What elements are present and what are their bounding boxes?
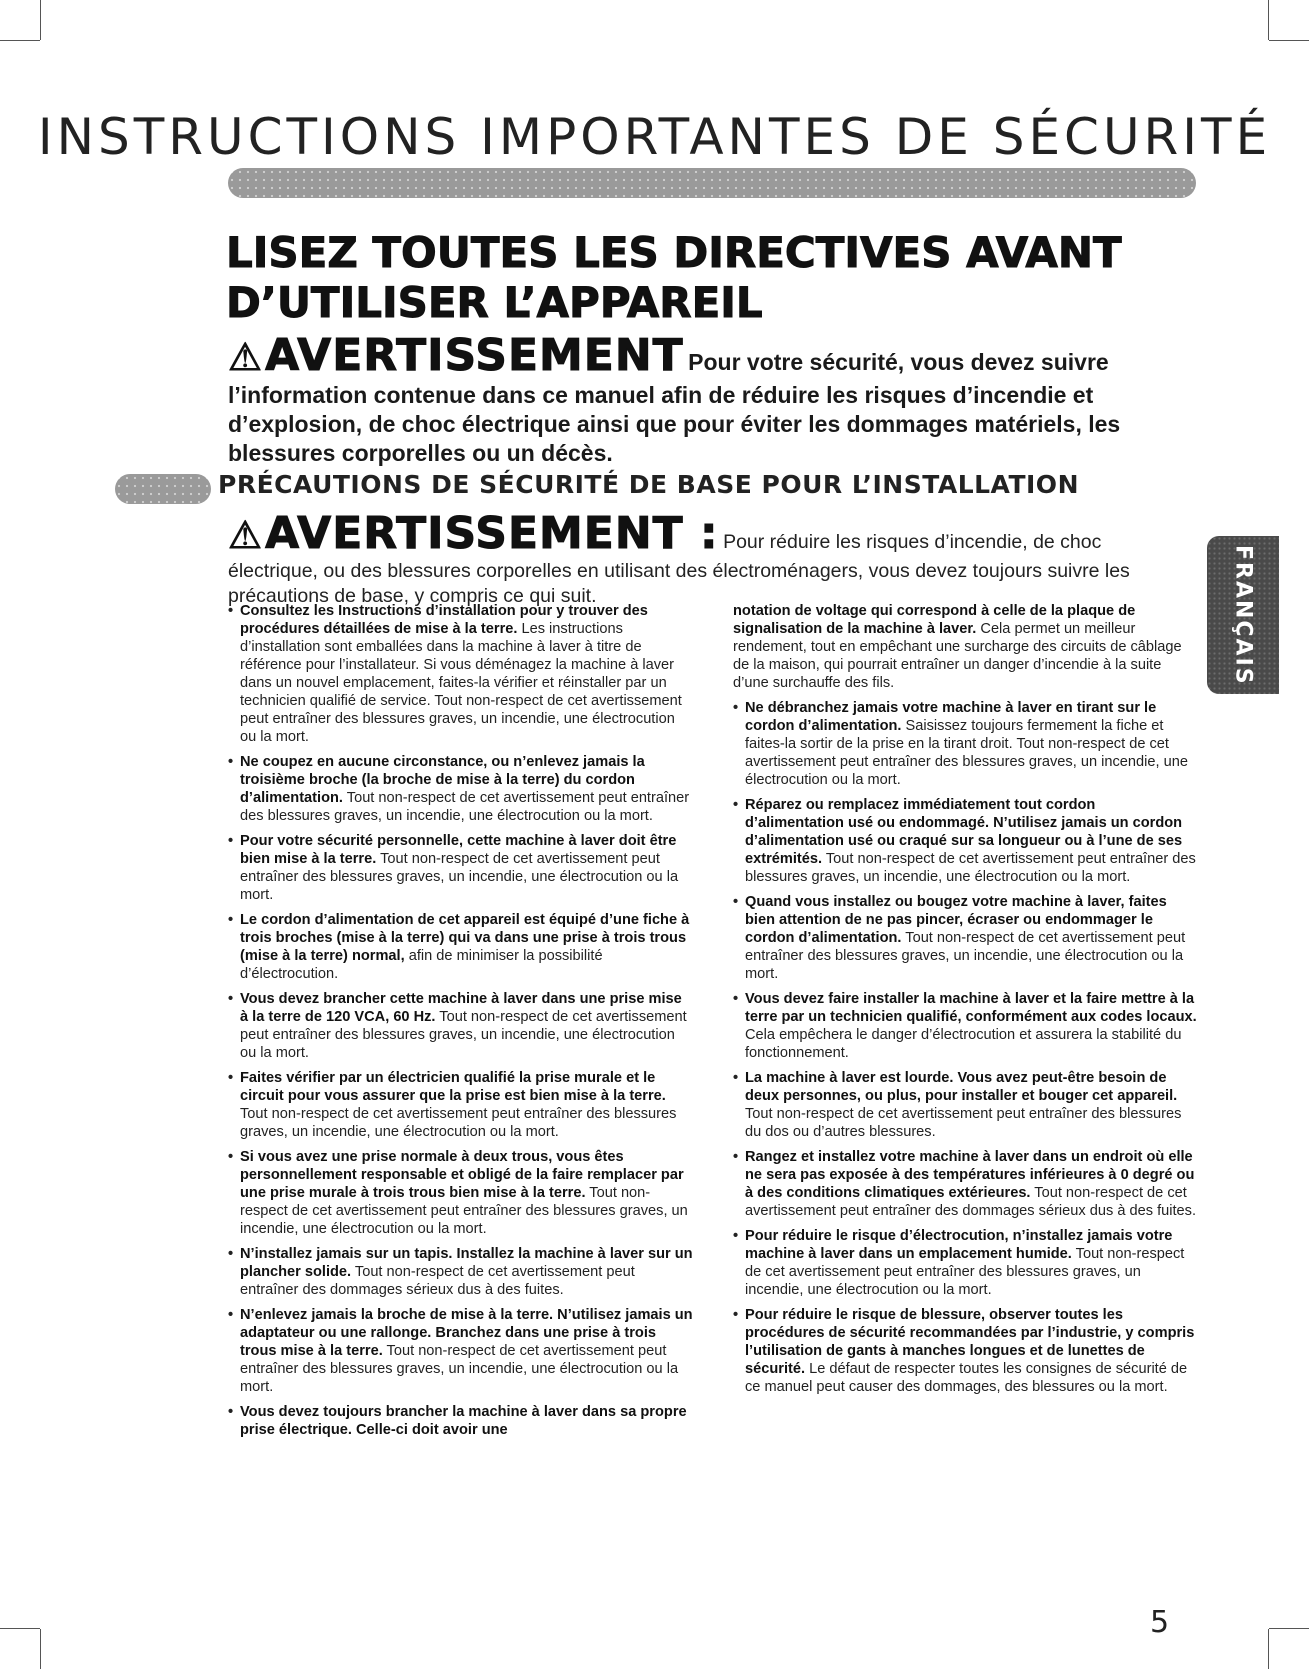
- bullet-icon: •: [228, 1149, 234, 1165]
- list-item-bold: Faites vérifier par un électricien qualifié la prise murale et le circuit pour vous assurer que la prise est bien mise à la terre.: [240, 1070, 666, 1104]
- list-item-bold: La machine à laver est lourde. Vous avez peut-être besoin de deux personnes, ou plus, pour installer et bouger cet appareil.: [745, 1070, 1178, 1104]
- list-item-text: Tout non-respect de cet avertissement peut entraîner des dommages sérieux dus à des fuites.: [745, 1185, 1197, 1219]
- list-item-bold: Ne débranchez jamais votre machine à laver en tirant sur le cordon d’alimentation.: [745, 700, 1157, 734]
- list-item-bold: Le cordon d’alimentation de cet appareil est équipé d’une fiche à trois broches (mise à la terre) qui va dans une prise à trois trous (mise à la terre) normal,: [240, 912, 690, 964]
- list-item-bold: Pour votre sécurité personnelle, cette machine à laver doit être bien mise à la terre.: [240, 833, 677, 867]
- bullet-icon: •: [733, 700, 739, 716]
- list-item-text: Tout non-respect de cet avertissement peut entraîner des dommages sérieux dus à des fuites.: [240, 1264, 635, 1298]
- bullet-icon: •: [228, 1307, 234, 1323]
- list-item-text: Tout non-respect de cet avertissement peut entraîner des blessures graves, un incendie, une électrocution ou la mort.: [240, 851, 679, 903]
- crop-mark: [0, 40, 40, 41]
- list-item-text: Tout non-respect de cet avertissement peut entraîner des blessures graves, un incendie, une électrocution ou la mort.: [745, 1246, 1185, 1298]
- list-item: [228, 1148, 693, 1238]
- warning-label: ⚠AVERTISSEMENT :: [228, 508, 719, 559]
- list-item-bold: Si vous avez une prise normale à deux trous, vous êtes personnellement responsable et obligé de la faire remplacer par une prise murale à trois trous bien mise à la terre.: [240, 1149, 684, 1201]
- crop-mark: [1269, 1628, 1309, 1629]
- list-item: [733, 1306, 1198, 1396]
- list-item-text: Tout non-respect de cet avertissement peut entraîner des blessures graves, un incendie, une électrocution ou la mort.: [240, 1106, 677, 1140]
- left-column: [228, 602, 693, 1446]
- list-item: [228, 753, 693, 825]
- list-item: [733, 990, 1198, 1062]
- list-item-text: afin de minimiser la possibilité d’électrocution.: [240, 948, 603, 982]
- right-column: [733, 602, 1198, 1446]
- list-item: [733, 1227, 1198, 1299]
- bullet-icon: •: [228, 991, 234, 1007]
- list-item-text: Saisissez toujours fermement la fiche et faites-la sortir de la prise en la tirant droit. Tout non-respect de cet avertissement peut entraîner des blessures graves, un incendie, une électrocution ou la mort.: [745, 718, 1188, 788]
- bullet-icon: •: [228, 1070, 234, 1086]
- bullet-icon: •: [228, 754, 234, 770]
- list-item-bold: Ne coupez en aucune circonstance, ou n’enlevez jamais la troisième broche (la broche de mise à la terre) du cordon d’alimentation.: [240, 754, 645, 806]
- list-item-bold: Vous devez brancher cette machine à laver dans une prise mise à la terre de 120 VCA, 60 Hz.: [240, 991, 682, 1025]
- list-item-bold: N’installez jamais sur un tapis. Installez la machine à laver sur un plancher solide.: [240, 1246, 693, 1280]
- list-item-bold: Consultez les Instructions d’installation pour y trouver des procédures détaillées de mise à la terre.: [240, 603, 648, 637]
- left-safety-list: [228, 602, 693, 1439]
- language-side-tab: [1207, 536, 1279, 694]
- list-item-bold: Quand vous installez ou bougez votre machine à laver, faites bien attention de ne pas pincer, écraser ou endommager le cordon d’alimentation.: [745, 894, 1167, 946]
- list-item-text: Tout non-respect de cet avertissement peut entraîner des blessures graves, un incendie, une électrocution ou la mort.: [745, 930, 1186, 982]
- list-item-bold: Pour réduire le risque d’électrocution, n’installez jamais votre machine à laver dans un emplacement humide.: [745, 1228, 1173, 1262]
- bullet-icon: •: [733, 1070, 739, 1086]
- safety-columns: [228, 602, 1198, 1446]
- list-item-bold: Pour réduire le risque de blessure, observer toutes les procédures de sécurité recommandées par l’industrie, y compris l’utilisation de gants à manches longues et de lunettes de sécurité.: [745, 1307, 1195, 1377]
- list-item: [228, 1069, 693, 1141]
- section-decorative-pill: [115, 474, 211, 504]
- bullet-icon: •: [228, 603, 234, 619]
- list-item: [228, 1403, 693, 1439]
- list-item: [733, 1069, 1198, 1141]
- crop-mark: [1268, 0, 1269, 40]
- crop-mark: [1268, 1629, 1269, 1669]
- page-title: INSTRUCTIONS IMPORTANTES DE SÉCURITÉ: [37, 108, 1272, 166]
- title-decorative-bar: [228, 168, 1196, 198]
- warning-text: Pour réduire les risques d’incendie, de choc électrique, ou des blessures corporelles en utilisant des électroménagers, vous devez toujours suivre les précautions de base, y compris ce qui suit.: [228, 531, 1130, 607]
- bullet-icon: •: [733, 1307, 739, 1323]
- list-item-bold: Vous devez toujours brancher la machine à laver dans sa propre prise électrique. Celle-ci doit avoir une: [240, 1404, 687, 1438]
- list-item: [733, 893, 1198, 983]
- right-safety-list: [733, 602, 1198, 1396]
- side-tab-label: FRANÇAIS: [1230, 544, 1256, 686]
- warning-triangle-icon: ⚠: [228, 335, 264, 379]
- warning-label: ⚠AVERTISSEMENT: [228, 330, 684, 381]
- main-heading-line1: LISEZ TOUTES LES DIRECTIVES AVANT: [226, 228, 1122, 277]
- list-item-text: Tout non-respect de cet avertissement peut entraîner des blessures graves, un incendie, une électrocution ou la mort.: [240, 1009, 687, 1061]
- bullet-icon: •: [733, 1149, 739, 1165]
- list-item-text: Tout non-respect de cet avertissement peut entraîner des blessures graves, un incendie, une électrocution ou la mort.: [745, 851, 1196, 885]
- list-item: [228, 832, 693, 904]
- section-title: PRÉCAUTIONS DE SÉCURITÉ DE BASE POUR L’INSTALLATION: [218, 470, 1079, 499]
- list-item: [228, 602, 693, 746]
- list-item-text: Tout non-respect de cet avertissement peut entraîner des blessures graves, un incendie, une électrocution ou la mort.: [240, 1343, 679, 1395]
- list-item: [228, 1245, 693, 1299]
- list-item-bold: Réparez ou remplacez immédiatement tout cordon d’alimentation usé ou endommagé. N’utilisez jamais un cordon d’alimentation usé ou craqué sur sa longueur ou à l’une de ses extrémités.: [745, 797, 1183, 867]
- list-item-bold: Rangez et installez votre machine à laver dans un endroit où elle ne sera pas exposée à des températures inférieures à 0 degré ou à des conditions climatiques extérieures.: [745, 1149, 1195, 1201]
- list-item-text: Tout non-respect de cet avertissement peut entraîner des blessures graves, un incendie, une électrocution ou la mort.: [240, 790, 690, 824]
- bullet-icon: •: [733, 991, 739, 1007]
- main-warning: [228, 330, 1128, 468]
- list-item: [733, 699, 1198, 789]
- list-item-text: Tout non-respect de cet avertissement peut entraîner des blessures du dos ou d’autres blessures.: [745, 1106, 1182, 1140]
- list-item: [228, 1306, 693, 1396]
- list-item-text: Le défaut de respecter toutes les consignes de sécurité de ce manuel peut causer des dommages, des blessures ou la mort.: [745, 1361, 1188, 1395]
- list-item: [228, 911, 693, 983]
- main-heading-line2: D’UTILISER L’APPAREIL: [226, 278, 763, 327]
- list-item: [228, 990, 693, 1062]
- list-item-text: Les instructions d’installation sont emballées dans la machine à laver à titre de référence pour l’installateur. Si vous déménagez la machine à laver dans un nouvel emplacement, faites-la vérifier et réinstaller par un technicien qualifié de service. Tout non-respect de cet avertissement peut entraîner des blessures graves, un incendie, une électrocution ou la mort.: [240, 621, 682, 745]
- bullet-icon: •: [228, 912, 234, 928]
- list-item-bold: N’enlevez jamais la broche de mise à la terre. N’utilisez jamais un adaptateur ou une rallonge. Branchez dans une prise à trois trous mise à la terre.: [240, 1307, 693, 1359]
- bullet-icon: •: [733, 1228, 739, 1244]
- main-heading: [226, 228, 1126, 328]
- crop-mark: [40, 1629, 41, 1669]
- list-item-text: Cela empêchera le danger d’électrocution et assurera la stabilité du fonctionnement.: [745, 1027, 1182, 1061]
- list-item-text: Tout non-respect de cet avertissement peut entraîner des blessures graves, un incendie, une électrocution ou la mort.: [240, 1185, 688, 1237]
- bullet-icon: •: [733, 894, 739, 910]
- bullet-icon: •: [228, 1404, 234, 1420]
- warning-triangle-icon: ⚠: [228, 513, 264, 557]
- crop-mark: [0, 1628, 40, 1629]
- crop-mark: [1269, 40, 1309, 41]
- list-item-bold: Vous devez faire installer la machine à laver et la faire mettre à la terre par un technicien qualifié, conformément aux codes locaux.: [745, 991, 1197, 1025]
- list-item-continuation: notation de voltage qui correspond à celle de la plaque de signalisation de la machine à laver. Cela permet un meilleur rendement, tout en empêchant une surcharge des circuits de câblage de la maison, qui pourrait entraîner un danger d’incendie à la suite d’une surchauffe des fils.: [733, 603, 1182, 691]
- list-item: [733, 796, 1198, 886]
- page-number: 5: [1150, 1605, 1170, 1640]
- crop-mark: [40, 0, 41, 40]
- warning-text: Pour votre sécurité, vous devez suivre l’information contenue dans ce manuel afin de réduire les risques d’incendie et d’explosion, de choc électrique ainsi que pour éviter les dommages matériels, les blessures corporelles ou un décès.: [228, 349, 1121, 466]
- section-warning: [228, 508, 1148, 609]
- bullet-icon: •: [228, 1246, 234, 1262]
- bullet-icon: •: [228, 833, 234, 849]
- list-item: [733, 1148, 1198, 1220]
- bullet-icon: •: [733, 797, 739, 813]
